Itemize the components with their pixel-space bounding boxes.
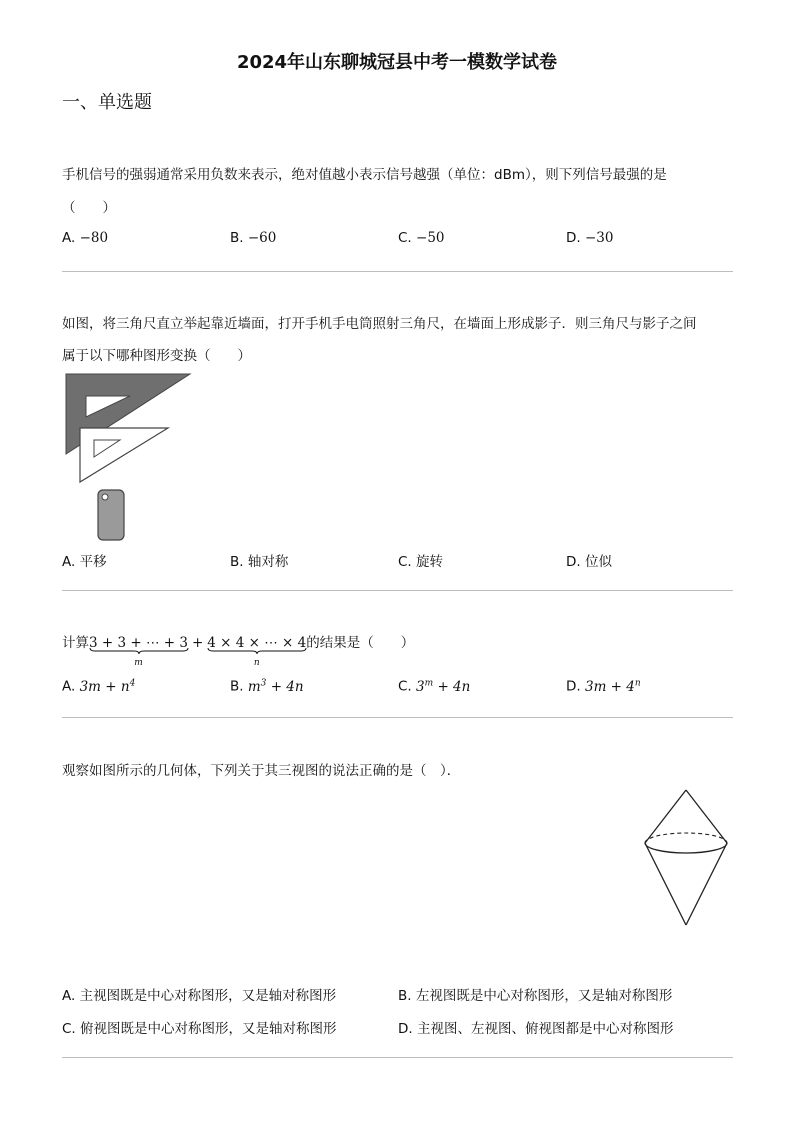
q4-option-a[interactable]	[62, 984, 336, 1004]
option-text: 左视图既是中心对称图形，又是轴对称图形	[415, 988, 673, 1004]
flashlight-icon	[102, 494, 108, 500]
triangle-ruler-figure	[62, 372, 197, 542]
q2-option-d[interactable]	[566, 550, 612, 570]
question-divider	[62, 1057, 733, 1058]
q4-option-d[interactable]	[398, 1017, 673, 1037]
option-text: 轴对称	[247, 554, 289, 570]
q3-option-a[interactable]	[62, 678, 135, 695]
option-text: 位似	[584, 554, 612, 570]
q3-option-b[interactable]	[230, 678, 304, 695]
question-divider	[62, 271, 733, 272]
option-letter: C.	[62, 1021, 76, 1037]
section-heading: 一、单选题	[62, 92, 152, 113]
q3-stem	[62, 633, 415, 668]
option-text: 主视图、左视图、俯视图都是中心对称图形	[416, 1021, 674, 1037]
question-divider	[62, 717, 733, 718]
option-letter: D.	[398, 1021, 413, 1037]
hidden-edge	[645, 833, 727, 843]
option-value: −30	[584, 230, 614, 246]
double-cone-figure	[638, 786, 734, 930]
q1-stem-line2: （ ）	[62, 200, 116, 216]
option-letter: A.	[62, 988, 76, 1004]
q2-stem-line1: 如图，将三角尺直立举起靠近墙面，打开手机手电筒照射三角尺，在墙面上形成影子．则三角尺与影子之间	[62, 316, 697, 332]
q1-option-c[interactable]	[398, 230, 445, 246]
product-count-label: n	[253, 658, 260, 668]
q3-prefix: 计算	[62, 635, 89, 651]
q2-option-a[interactable]	[62, 550, 107, 570]
option-letter: D.	[566, 230, 581, 246]
question-divider	[62, 590, 733, 591]
option-letter: B.	[230, 230, 244, 246]
q1-option-d[interactable]	[566, 230, 613, 246]
base-ellipse-front	[645, 843, 727, 853]
option-letter: B.	[230, 554, 244, 570]
option-formula: $3m + n^4$	[79, 678, 136, 695]
q1-option-b[interactable]	[230, 230, 276, 246]
option-text: 平移	[79, 554, 107, 570]
q3-option-c[interactable]	[398, 678, 470, 695]
q4-option-c[interactable]	[62, 1017, 337, 1037]
option-value: −50	[416, 230, 445, 246]
option-letter: C.	[398, 230, 412, 246]
option-formula: $m^3 + 4n$	[247, 678, 304, 695]
q2-option-c[interactable]	[398, 550, 443, 570]
q3-option-d[interactable]	[566, 678, 641, 695]
q3-plus: +	[191, 635, 204, 651]
option-formula: $3m + 4^n$	[584, 678, 641, 695]
q2-option-b[interactable]	[230, 550, 288, 570]
ruler-triangle	[80, 428, 168, 482]
q3-sum-expression: 3 + 3 + ⋯ + 3 m	[89, 633, 188, 653]
option-letter: B.	[398, 988, 412, 1004]
q4-stem: 观察如图所示的几何体，下列关于其三视图的说法正确的是（ ）．	[62, 763, 461, 779]
q3-suffix: 的结果是（ ）	[306, 635, 415, 651]
option-letter: A.	[62, 554, 76, 570]
option-formula: $3^m + 4n$	[416, 678, 471, 695]
option-letter: C.	[398, 554, 412, 570]
option-letter: D.	[566, 678, 581, 695]
q1-option-a[interactable]	[62, 230, 108, 246]
option-letter: C.	[398, 678, 412, 695]
option-text: 俯视图既是中心对称图形，又是轴对称图形	[80, 1021, 337, 1037]
option-letter: A.	[62, 230, 76, 246]
q3-product-expression: 4 × 4 × ⋯ × 4 n	[207, 633, 306, 653]
page-title: 2024年山东聊城冠县中考一模数学试卷	[236, 52, 558, 73]
q1-stem-line1: 手机信号的强弱通常采用负数来表示，绝对值越小表示信号越强（单位：dBm），则下列信号最强的是	[62, 167, 667, 183]
option-text: 旋转	[416, 554, 444, 570]
option-letter: D.	[566, 554, 581, 570]
q2-stem-line2: 属于以下哪种图形变换（ ）	[62, 348, 251, 364]
option-letter: A.	[62, 678, 76, 695]
q4-option-b[interactable]	[398, 984, 672, 1004]
option-letter: B.	[230, 678, 244, 695]
option-value: −60	[247, 230, 277, 246]
option-text: 主视图既是中心对称图形，又是轴对称图形	[79, 988, 337, 1004]
sum-count-label: m	[134, 658, 143, 668]
option-value: −80	[79, 230, 109, 246]
